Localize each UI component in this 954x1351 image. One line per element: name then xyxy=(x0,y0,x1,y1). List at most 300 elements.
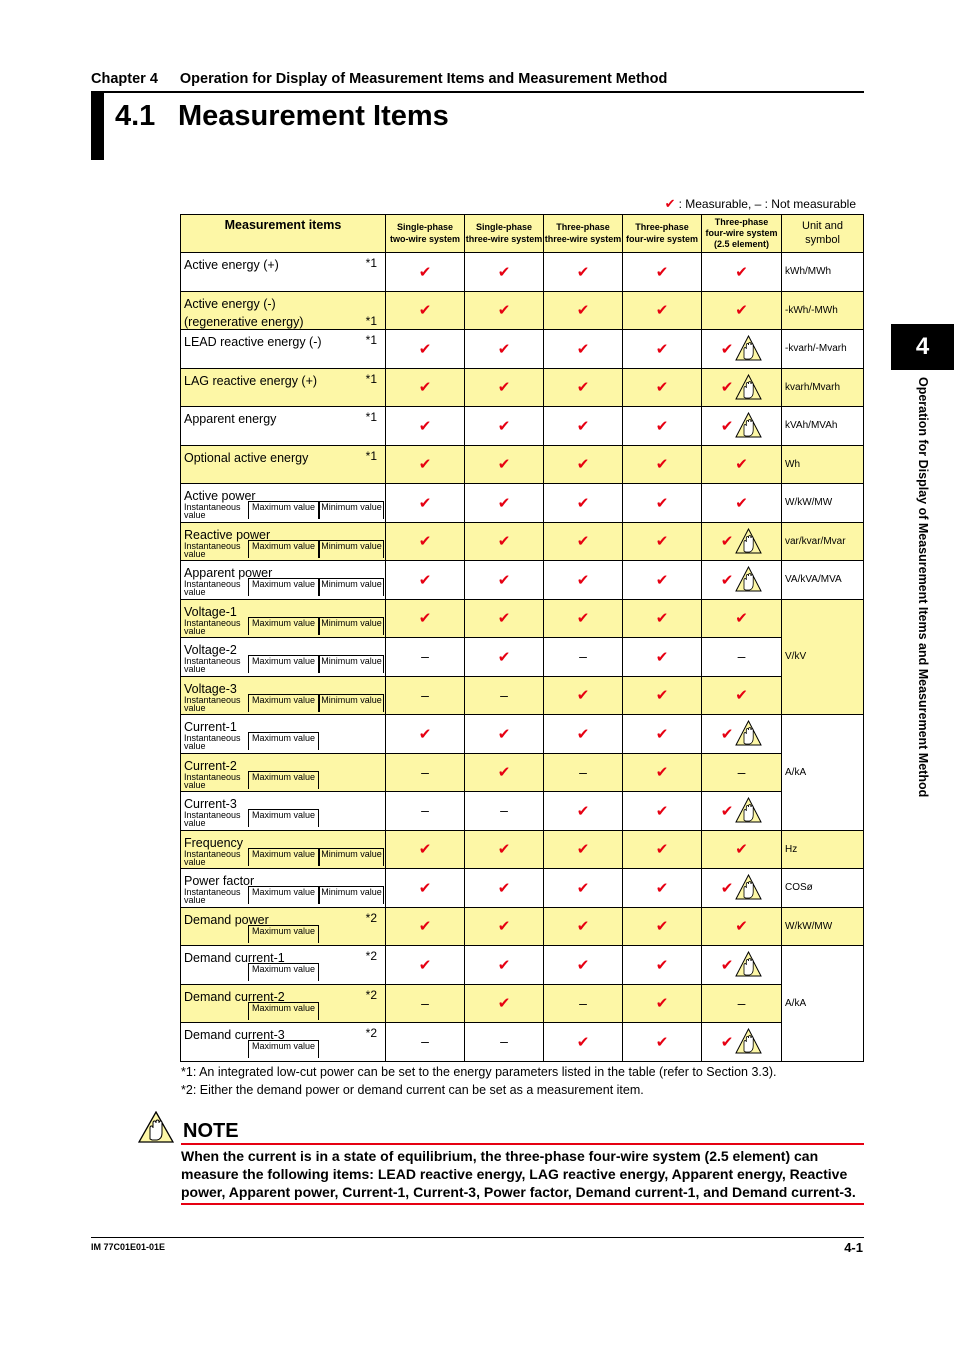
item-name-cell xyxy=(181,907,386,946)
check-icon: ✔ xyxy=(735,456,748,474)
mark-cell xyxy=(386,830,465,869)
minimum-label: Minimum value xyxy=(319,655,384,673)
table-row xyxy=(181,907,864,946)
mark-cell xyxy=(544,907,623,946)
legend-text: : Measurable, – : Not measurable xyxy=(678,197,856,211)
check-icon: ✔ xyxy=(576,687,590,705)
check-icon: ✔ xyxy=(418,610,432,628)
mark-cell xyxy=(465,907,544,946)
check-icon: ✔ xyxy=(655,995,669,1013)
mark-cell xyxy=(623,561,702,600)
table-row xyxy=(181,445,864,484)
maximum-label: Maximum value xyxy=(248,963,319,981)
item-name: Apparent power xyxy=(184,566,273,580)
table-row xyxy=(181,869,864,908)
item-name-cell xyxy=(181,368,386,407)
instantaneous-label: Instantaneous value xyxy=(184,540,241,559)
page-title xyxy=(115,100,449,133)
mark-cell xyxy=(544,445,623,484)
mark-cell xyxy=(386,368,465,407)
page-number: 4-1 xyxy=(844,1240,863,1255)
note-rule-top xyxy=(181,1143,864,1145)
item-name: Optional active energy xyxy=(184,450,309,465)
footnote-ref: *1 xyxy=(365,256,377,270)
check-icon: ✔ xyxy=(497,841,511,859)
instantaneous-label: Instantaneous value xyxy=(184,502,241,520)
mark-cell xyxy=(465,330,544,369)
mark-cell xyxy=(544,830,623,869)
mark-cell xyxy=(702,291,782,330)
unit-symbol: W/kW/MW xyxy=(782,484,864,523)
dash-mark: – xyxy=(421,1033,429,1050)
item-name-cell xyxy=(181,445,386,484)
mark-cell xyxy=(465,869,544,908)
table-row xyxy=(181,330,864,369)
maximum-label: Maximum value xyxy=(248,501,319,519)
dash-mark: – xyxy=(421,802,429,819)
header-col-5: Three-phase four-wire system (2.5 element) xyxy=(702,215,782,253)
mark-cell xyxy=(386,869,465,908)
maximum-label: Maximum value xyxy=(248,886,319,904)
mark-cell xyxy=(386,561,465,600)
table-body xyxy=(181,253,864,1062)
mark-cell xyxy=(623,599,702,638)
mark-cell xyxy=(623,792,702,831)
unit-symbol: A/kA xyxy=(782,715,864,831)
mark-cell xyxy=(544,368,623,407)
item-name: Active energy (+) xyxy=(184,258,279,272)
check-icon: ✔ xyxy=(655,648,669,666)
maximum-label: Maximum value xyxy=(248,732,319,750)
item-name: Current-3 xyxy=(184,797,237,811)
mark-cell xyxy=(544,676,623,715)
chapter-label: Chapter 4 xyxy=(91,71,158,87)
maximum-label: Maximum value xyxy=(248,1040,319,1058)
item-name: Demand current-2 xyxy=(184,989,285,1004)
mark-cell xyxy=(386,676,465,715)
footnote-ref: *2 xyxy=(365,1026,377,1040)
check-icon: ✔ xyxy=(655,302,669,320)
check-icon: ✔ xyxy=(576,610,590,628)
check-icon: ✔ xyxy=(497,533,511,551)
unit-symbol: kvarh/Mvarh xyxy=(782,368,864,407)
mark-cell xyxy=(623,638,702,677)
header-col-2: Single-phase three-wire system xyxy=(465,215,544,253)
check-icon: ✔ xyxy=(576,456,590,474)
maximum-label: Maximum value xyxy=(248,578,319,596)
check-icon: ✔ xyxy=(418,571,432,589)
mark-cell xyxy=(544,522,623,561)
item-name-cell xyxy=(181,869,386,908)
table-row xyxy=(181,291,864,330)
mark-cell xyxy=(465,1023,544,1062)
check-icon: ✔ xyxy=(418,456,432,474)
mark-cell xyxy=(386,253,465,292)
table-row xyxy=(181,984,864,1023)
dash-mark: – xyxy=(500,802,508,819)
item-name-cell xyxy=(181,792,386,831)
mark-cell xyxy=(386,484,465,523)
item-name: Apparent energy xyxy=(184,412,277,426)
unit-symbol: Hz xyxy=(782,830,864,869)
footnotes xyxy=(181,1063,776,1099)
header-col-1: Single-phase two-wire system xyxy=(386,215,465,253)
item-name-cell xyxy=(181,330,386,369)
dash-mark: – xyxy=(737,763,746,780)
check-icon: ✔ xyxy=(655,879,669,897)
mark-cell xyxy=(702,522,782,561)
footnote-ref: *1 xyxy=(365,333,377,347)
check-icon: ✔ xyxy=(576,417,590,435)
mark-cell xyxy=(465,599,544,638)
item-name: Frequency xyxy=(184,835,244,850)
check-icon: ✔ xyxy=(655,610,669,628)
check-icon: ✔ xyxy=(720,879,734,897)
table-row xyxy=(181,368,864,407)
mark-cell xyxy=(702,445,782,484)
mark-cell xyxy=(702,869,782,908)
note-text: When the current is in a state of equilibrium, the three-phase four-wire system (2.5 element) can measure the following items: LEAD reactive energy, LAG reactive energy, Apparent energy, Reactive power, Apparent power, Current-1, Current-3, Power factor, Demand current-1, and Demand current-3. xyxy=(181,1148,856,1200)
check-icon: ✔ xyxy=(655,687,669,705)
unit-symbol: var/kvar/Mvar xyxy=(782,522,864,561)
mark-cell xyxy=(702,407,782,446)
mark-cell xyxy=(623,676,702,715)
check-icon: ✔ xyxy=(497,610,511,628)
doc-id: IM 77C01E01-01E xyxy=(91,1242,166,1252)
maximum-label: Maximum value xyxy=(248,848,319,866)
unit-symbol: COSø xyxy=(782,869,864,908)
instantaneous-label: Instantaneous value xyxy=(184,694,241,713)
caution-hand-icon xyxy=(735,1028,762,1055)
chapter-tab: 4 xyxy=(891,324,954,370)
footnote-ref: *2 xyxy=(365,987,377,1002)
item-name-cell xyxy=(181,715,386,754)
item-name: Demand current-1 xyxy=(184,951,285,965)
check-icon: ✔ xyxy=(576,571,590,589)
item-name: Demand current-3 xyxy=(184,1028,285,1042)
mark-cell xyxy=(702,368,782,407)
mark-cell xyxy=(623,330,702,369)
table-row xyxy=(181,484,864,523)
mark-cell xyxy=(702,946,782,985)
mark-cell xyxy=(544,753,623,792)
item-name-cell xyxy=(181,753,386,792)
unit-symbol: -kWh/-MWh xyxy=(782,291,864,330)
mark-cell xyxy=(386,792,465,831)
minimum-label: Minimum value xyxy=(319,848,384,866)
unit-symbol: VA/kVA/MVA xyxy=(782,561,864,600)
maximum-label: Maximum value xyxy=(248,694,319,712)
check-icon: ✔ xyxy=(418,379,432,397)
check-icon: ✔ xyxy=(655,764,669,782)
measurement-items-table xyxy=(180,214,864,1062)
instantaneous-label: Instantaneous value xyxy=(184,656,241,674)
mark-cell xyxy=(386,330,465,369)
item-name: Voltage-1 xyxy=(184,604,237,619)
check-icon: ✔ xyxy=(497,956,511,974)
instantaneous-label: Instantaneous value xyxy=(184,733,241,751)
check-icon: ✔ xyxy=(497,302,511,320)
mark-cell xyxy=(623,522,702,561)
check-icon: ✔ xyxy=(576,263,590,281)
mark-cell xyxy=(544,638,623,677)
check-icon: ✔ xyxy=(720,417,734,435)
check-icon: ✔ xyxy=(576,879,590,897)
table-row xyxy=(181,753,864,792)
chapter-header xyxy=(91,71,667,87)
mark-cell xyxy=(544,869,623,908)
check-icon: ✔ xyxy=(418,879,432,897)
check-icon: ✔ xyxy=(655,263,669,281)
mark-cell xyxy=(544,330,623,369)
mark-cell xyxy=(702,1023,782,1062)
check-icon: ✔ xyxy=(497,764,511,782)
mark-cell xyxy=(544,291,623,330)
mark-cell xyxy=(544,407,623,446)
mark-cell xyxy=(544,984,623,1023)
dash-mark: – xyxy=(737,648,746,665)
check-icon: ✔ xyxy=(497,379,511,397)
header-rule xyxy=(91,91,864,93)
table-row xyxy=(181,830,864,869)
caution-hand-icon xyxy=(735,528,762,555)
check-icon: ✔ xyxy=(735,610,748,628)
item-name: Active power xyxy=(184,489,256,503)
check-icon: ✔ xyxy=(576,802,590,820)
header-unit: Unit and symbol xyxy=(782,215,864,253)
maximum-label: Maximum value xyxy=(248,925,319,943)
mark-cell xyxy=(623,484,702,523)
mark-cell xyxy=(386,638,465,677)
caution-hand-icon xyxy=(735,951,762,978)
check-icon: ✔ xyxy=(576,379,590,397)
mark-cell xyxy=(465,522,544,561)
mark-cell xyxy=(386,1023,465,1062)
mark-cell xyxy=(623,368,702,407)
mark-cell xyxy=(465,676,544,715)
mark-cell xyxy=(623,830,702,869)
mark-cell xyxy=(544,946,623,985)
item-name-cell xyxy=(181,253,386,292)
mark-cell xyxy=(386,984,465,1023)
check-icon: ✔ xyxy=(497,571,511,589)
mark-cell xyxy=(544,561,623,600)
mark-cell xyxy=(465,715,544,754)
dash-mark: – xyxy=(421,648,429,665)
check-icon: ✔ xyxy=(735,494,748,512)
unit-symbol: V/kV xyxy=(782,599,864,715)
table-row xyxy=(181,561,864,600)
table-row xyxy=(181,599,864,638)
item-name-cell xyxy=(181,407,386,446)
check-icon: ✔ xyxy=(655,918,669,936)
check-icon: ✔ xyxy=(576,340,590,358)
mark-cell xyxy=(386,445,465,484)
mark-cell xyxy=(544,1023,623,1062)
dash-mark: – xyxy=(421,763,429,780)
instantaneous-label: Instantaneous value xyxy=(184,887,241,905)
mark-cell xyxy=(702,330,782,369)
mark-cell xyxy=(623,907,702,946)
item-name-cell xyxy=(181,830,386,869)
item-name-cell xyxy=(181,638,386,677)
check-icon: ✔ xyxy=(576,302,590,320)
check-icon: ✔ xyxy=(497,725,511,743)
check-icon: ✔ xyxy=(497,417,511,435)
item-name: Current-2 xyxy=(184,758,237,773)
mark-cell xyxy=(386,907,465,946)
mark-cell xyxy=(623,869,702,908)
dash-mark: – xyxy=(737,994,746,1011)
item-name: Voltage-2 xyxy=(184,643,237,657)
mark-cell xyxy=(702,561,782,600)
check-icon: ✔ xyxy=(497,494,511,512)
check-icon: ✔ xyxy=(720,1033,734,1051)
mark-cell xyxy=(386,715,465,754)
unit-symbol: kWh/MWh xyxy=(782,253,864,292)
dash-mark: – xyxy=(500,1033,508,1050)
check-icon: ✔ xyxy=(576,725,590,743)
mark-cell xyxy=(544,253,623,292)
table-row xyxy=(181,638,864,677)
maximum-label: Maximum value xyxy=(248,617,319,635)
check-icon: ✔ xyxy=(735,687,748,705)
check-icon: ✔ xyxy=(497,995,511,1013)
mark-cell xyxy=(623,946,702,985)
check-icon: ✔ xyxy=(655,802,669,820)
mark-cell xyxy=(702,599,782,638)
mark-cell xyxy=(702,484,782,523)
item-name: Demand power xyxy=(184,912,269,927)
dash-mark: – xyxy=(579,763,587,780)
mark-cell xyxy=(465,484,544,523)
check-icon: ✔ xyxy=(720,802,734,820)
check-icon: ✔ xyxy=(720,571,734,589)
check-icon: ✔ xyxy=(497,648,511,666)
item-name-cell xyxy=(181,291,386,330)
mark-cell xyxy=(465,830,544,869)
minimum-label: Minimum value xyxy=(319,501,384,519)
instantaneous-label: Instantaneous value xyxy=(184,771,241,790)
check-icon: ✔ xyxy=(720,725,734,743)
caution-hand-icon xyxy=(735,412,762,439)
check-icon: ✔ xyxy=(735,841,748,859)
table-row xyxy=(181,1023,864,1062)
mark-cell xyxy=(623,1023,702,1062)
check-icon: ✔ xyxy=(418,417,432,435)
mark-cell xyxy=(386,407,465,446)
check-icon: ✔ xyxy=(576,841,590,859)
check-icon: ✔ xyxy=(720,340,734,358)
item-name-cell xyxy=(181,1023,386,1062)
item-name: LAG reactive energy (+) xyxy=(184,373,318,388)
minimum-label: Minimum value xyxy=(319,694,384,712)
mark-cell xyxy=(465,445,544,484)
mark-cell xyxy=(623,715,702,754)
title-bar xyxy=(91,93,104,160)
header-measurement-items: Measurement items xyxy=(181,215,386,253)
check-icon: ✔ xyxy=(655,340,669,358)
maximum-label: Maximum value xyxy=(248,1002,319,1020)
mark-cell xyxy=(386,522,465,561)
mark-cell xyxy=(544,792,623,831)
instantaneous-label: Instantaneous value xyxy=(184,848,241,867)
dash-mark: – xyxy=(421,686,429,703)
item-name-cell xyxy=(181,599,386,638)
item-name: Voltage-3 xyxy=(184,681,237,696)
maximum-label: Maximum value xyxy=(248,771,319,789)
table-row xyxy=(181,676,864,715)
mark-cell xyxy=(465,753,544,792)
mark-cell xyxy=(544,599,623,638)
check-icon: ✔ xyxy=(576,918,590,936)
mark-cell xyxy=(465,368,544,407)
mark-cell xyxy=(465,792,544,831)
check-icon: ✔ xyxy=(576,956,590,974)
check-icon: ✔ xyxy=(720,379,734,397)
check-icon: ✔ xyxy=(576,1033,590,1051)
footnote-1: *1: An integrated low-cut power can be set to the energy parameters listed in the table (refer to Section 3.3). xyxy=(181,1065,777,1079)
mark-cell xyxy=(465,561,544,600)
item-name-cell xyxy=(181,946,386,985)
dash-mark: – xyxy=(579,648,587,665)
legend xyxy=(665,196,856,212)
check-icon: ✔ xyxy=(720,956,734,974)
footnote-2: *2: Either the demand power or demand current can be set as a measurement item. xyxy=(181,1083,644,1097)
dash-mark: – xyxy=(500,686,508,703)
unit-symbol: Wh xyxy=(782,445,864,484)
caution-hand-icon xyxy=(735,720,762,747)
mark-cell xyxy=(544,484,623,523)
check-icon: ✔ xyxy=(497,340,511,358)
check-icon: ✔ xyxy=(418,533,432,551)
mark-cell xyxy=(465,253,544,292)
item-name-cell xyxy=(181,676,386,715)
footer-rule xyxy=(91,1237,864,1238)
table-row xyxy=(181,792,864,831)
instantaneous-label: Instantaneous value xyxy=(184,810,241,828)
check-icon: ✔ xyxy=(655,494,669,512)
note-title: NOTE xyxy=(183,1120,239,1142)
mark-cell xyxy=(702,715,782,754)
check-icon: ✔ xyxy=(735,263,748,281)
unit-symbol: -kvarh/-Mvarh xyxy=(782,330,864,369)
check-icon: ✔ xyxy=(655,417,669,435)
mark-cell xyxy=(465,946,544,985)
check-icon: ✔ xyxy=(418,340,432,358)
minimum-label: Minimum value xyxy=(319,578,384,596)
check-icon: ✔ xyxy=(497,918,511,936)
caution-hand-icon xyxy=(735,797,762,824)
check-icon: ✔ xyxy=(418,956,432,974)
item-name: Power factor xyxy=(184,874,255,888)
section-number: 4.1 xyxy=(115,100,156,132)
minimum-label: Minimum value xyxy=(319,540,384,558)
mark-cell xyxy=(702,676,782,715)
mark-cell xyxy=(386,753,465,792)
mark-cell xyxy=(623,407,702,446)
check-icon: ✔ xyxy=(418,302,432,320)
check-icon: ✔ xyxy=(655,571,669,589)
check-icon: ✔ xyxy=(655,379,669,397)
mark-cell xyxy=(702,253,782,292)
item-name-cell xyxy=(181,561,386,600)
mark-cell xyxy=(386,946,465,985)
caution-hand-icon xyxy=(735,335,762,362)
caution-hand-icon xyxy=(735,566,762,593)
header-col-4: Three-phase four-wire system xyxy=(623,215,702,253)
table-row xyxy=(181,715,864,754)
